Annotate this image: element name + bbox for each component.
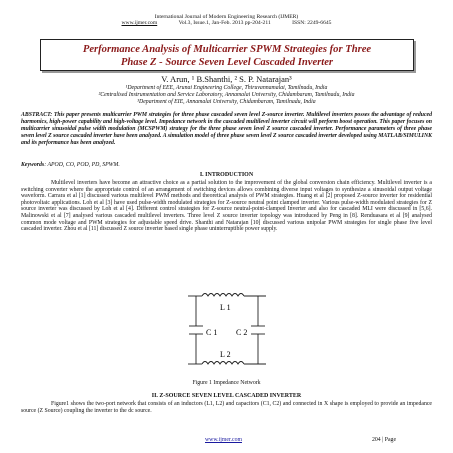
impedance-network-figure xyxy=(180,286,276,378)
figure-caption: Figure 1 Impedance Network xyxy=(192,380,261,386)
label-c2: C 2 xyxy=(236,328,248,337)
keywords-text: : APOD, CO, POD, PD, SPWM. xyxy=(44,162,120,168)
author-list: V. Arun, ¹ B.Shanthi, ² S. P. Natarajan³ xyxy=(161,74,292,84)
abstract xyxy=(21,112,432,147)
inductor-l2-coil xyxy=(202,362,244,365)
section-heading-z-source: II. Z-SOURCE SEVEN LEVEL CASCADED INVERTER xyxy=(151,393,302,399)
journal-meta xyxy=(0,20,453,26)
introduction-paragraph: Multilevel inverters have become an attractive choice as a partial solution to the improvement of the global conversion chain efficiency. Multilevel inverter is a switching converter where the appropriate control of an arrangement of switching devices allows combining diverse input voltages to synthesize a sinusoidal output voltage waveform. Carrara et al [1] discussed various multilevel PWM methods and theoretical analysis of PWM strategies. Huang et al [2] proposed Z-source inverter for residential photovoltaic applications. Loh et al [3] have used pulse-width modulated strategies for Z-source neutral point clamped inverter. Various pulse-width modulated strategies for Z source inverter was discussed by Loh et al [4]. Different control strategies for Z-source neutral-point-clamped Inverter and also for cascaded MLI were discussed in [5,6]. Malinowski et al [7] analysed various cascaded multilevel inverters. Three level Z source inverter topology was introduced by Peng in [8]. Renduasara et al [9] analysed common mode voltage and PWM strategies for adjustable speed drive. Shanthi and Natarajan [10] discussed various unipolar PWM strategies for single phase five level cascaded inverter. Zhou et al [11] discussed Z source inverter based single phase uninterruptible power supply. xyxy=(21,180,432,233)
page-number: 204 | Page xyxy=(372,437,397,443)
section-heading-introduction: I. INTRODUCTION xyxy=(199,172,254,178)
keywords xyxy=(21,162,432,169)
affiliation-1: ¹Department of EEE, Arunai Engineering College, Thiruvannamalai, Tamilnadu, India xyxy=(125,85,328,91)
paper-title-line2: Phase Z - Source Seven Level Cascaded Inverter xyxy=(120,57,334,68)
label-l2: L 2 xyxy=(220,350,231,359)
keywords-label: Keywords xyxy=(21,162,45,168)
inductor-l1-coil xyxy=(202,294,244,297)
paper-title-line1: Performance Analysis of Multicarrier SPWM Strategies for Three xyxy=(82,44,372,55)
z-source-paragraph: Figure1 shows the two-port network that consists of an inductors (L1, L2) and capacitors (C1, C2) and connected in X shape is employed to provide an impedance source (Z Source) coupling the inverter to the dc source. xyxy=(21,401,432,414)
affiliation-2: ²Centralised Instrumentation and Service Laboratory, Annamalai University, Chidambaram, Tamilnadu, India xyxy=(98,92,355,98)
journal-url-link[interactable]: www.ijmer.com xyxy=(121,20,158,26)
label-c1: C 1 xyxy=(206,328,218,337)
abstract-text: This paper presents multicarrier PWM strategies for three phase cascaded seven level Z-source inverter. Multilevel inverters posses the advantage of reduced harmonics, high-power capability and high-voltage level. Impedance network in the cascaded multilevel inverter circuit will perform boost operation. This paper focuses on multicarrier sinusoidal pulse width modulation (MCSPWM) strategy for the three phase seven level Z source cascaded inverter. Performance parameters of three phase seven level Z source cascaded inverter have been analyzed. A simulation model of three phase seven level Z source cascaded inverter developed using MATLAB/SIMULINK and its performance has been analyzed. xyxy=(21,112,433,146)
affiliation-3: ³Department of EIE, Annamalai University, Chidambaram, Tamilnadu, India xyxy=(137,99,316,105)
footer-url-link[interactable]: www.ijmer.com xyxy=(205,437,242,443)
paper-title xyxy=(40,39,414,71)
journal-volume: Vol.3, Issue.1, Jan-Feb. 2013 pp-204-211 xyxy=(178,20,271,26)
abstract-label: ABSTRACT: xyxy=(21,112,53,118)
journal-name: International Journal of Modern Engineering Research (IJMER) xyxy=(154,14,299,20)
label-l1: L 1 xyxy=(220,303,231,312)
journal-issn: ISSN: 2249-6645 xyxy=(292,20,332,26)
